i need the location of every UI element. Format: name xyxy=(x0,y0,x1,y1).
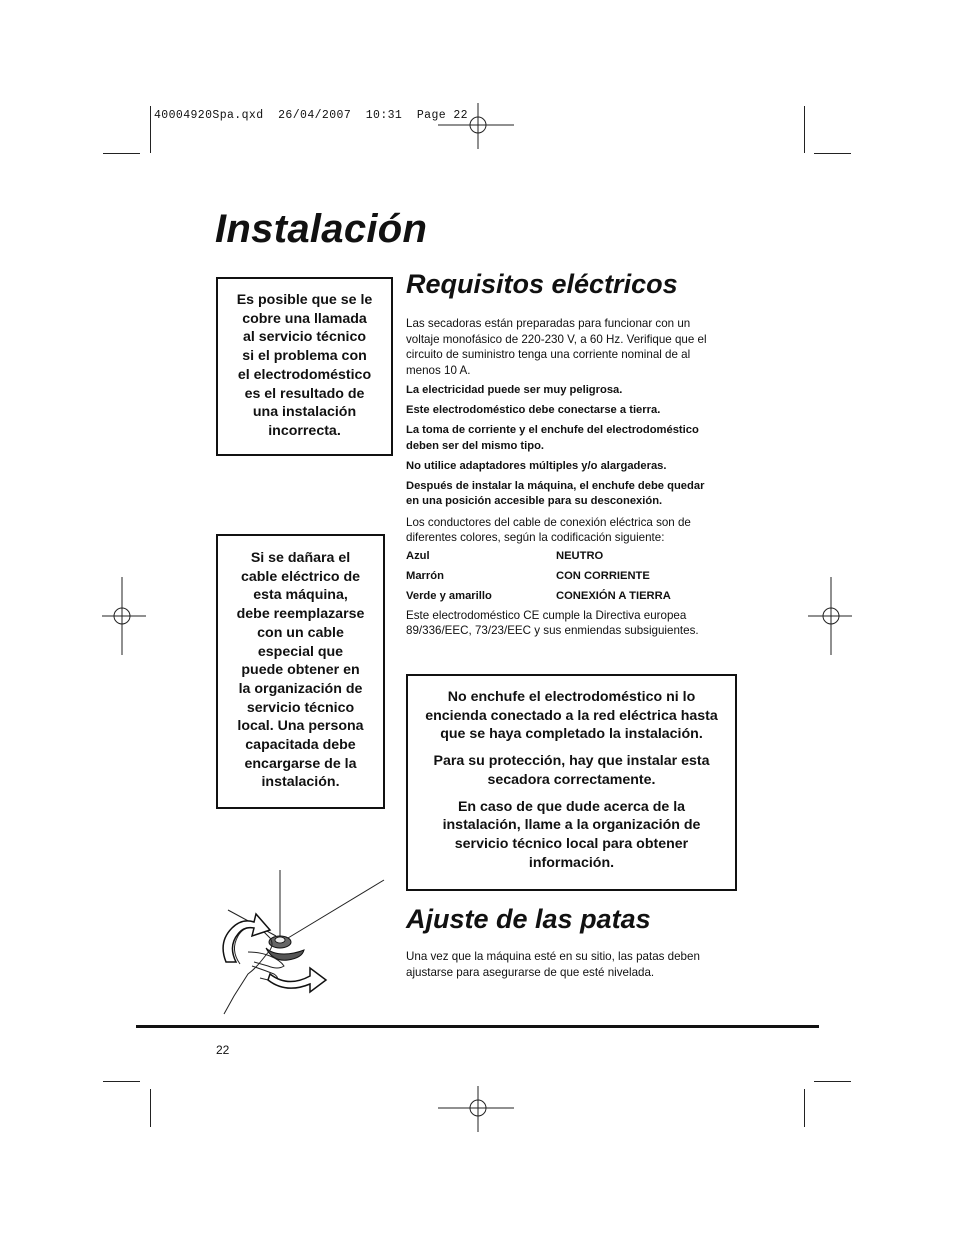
warning-line: incorrecta. xyxy=(268,422,341,439)
earthing-warning: Este electrodoméstico debe conectarse a tierra. xyxy=(406,403,661,416)
crop-mark xyxy=(814,1081,851,1082)
crop-mark xyxy=(150,106,151,153)
section-heading-feet: Ajuste de las patas xyxy=(406,904,651,934)
warning-line: al servicio técnico xyxy=(242,329,367,346)
text-line: 89/336/EEC, 73/23/EEC y sus enmiendas subsiguientes. xyxy=(406,624,699,638)
warning-line: debe reemplazarse xyxy=(236,606,365,623)
text-line: secadora correctamente. xyxy=(487,771,656,788)
text-line: Las secadoras están preparadas para funcionar con un xyxy=(406,317,691,330)
electrical-section xyxy=(406,269,756,643)
wire-color: Verde y amarillo xyxy=(406,589,492,602)
text-line: circuito de suministro tenga una corriente nominal de al xyxy=(406,348,691,362)
footer-rule xyxy=(136,1025,819,1028)
text-line: voltaje monofásico de 220-230 V, a 60 Hz. Verifique que el xyxy=(406,332,707,346)
directive-paragraph xyxy=(406,608,756,639)
page-number: 22 xyxy=(216,1043,230,1057)
wire-color: Azul xyxy=(406,549,430,562)
text-line: que se haya completado la instalación. xyxy=(440,726,703,743)
crop-mark xyxy=(814,153,851,154)
warning-line: cobre una llamada xyxy=(242,310,367,327)
plug-type-warning xyxy=(406,423,756,454)
text-line: No enchufe el electrodoméstico ni lo xyxy=(447,689,696,705)
crop-mark xyxy=(804,106,805,153)
color-code-row xyxy=(406,589,756,605)
feet-paragraph xyxy=(406,949,756,980)
crop-mark xyxy=(804,1089,805,1127)
registration-mark-icon xyxy=(438,1086,516,1132)
crop-mark xyxy=(103,153,140,154)
warning-line: especial que xyxy=(257,643,344,660)
wire-meaning: CONEXIÓN A TIERRA xyxy=(556,589,671,602)
accessible-plug-warning xyxy=(406,479,756,510)
section-heading-electrical: Requisitos eléctricos xyxy=(406,269,678,299)
text-line: ajustarse para asegurarse de que esté nivelada. xyxy=(406,965,655,979)
warning-line: instalación. xyxy=(261,774,340,791)
text-line: Para su protección, hay que instalar esta xyxy=(433,753,710,770)
warning-line: Es posible que se le xyxy=(236,292,373,308)
warning-line: servicio técnico xyxy=(246,699,355,716)
text-line: Una vez que la máquina esté en su sitio, las patas deben xyxy=(406,950,700,963)
adapter-warning: No utilice adaptadores múltiples y/o alargaderas. xyxy=(406,459,667,472)
wire-meaning: NEUTRO xyxy=(556,549,604,562)
text-line: La toma de corriente y el enchufe del electrodoméstico xyxy=(406,424,699,437)
warning-line: la organización de xyxy=(238,680,363,697)
warning-line: Si se dañara el xyxy=(250,550,351,566)
color-code-row xyxy=(406,549,756,565)
text-line: deben ser del mismo tipo. xyxy=(406,439,545,452)
text-line: Después de instalar la máquina, el enchufe debe quedar xyxy=(406,479,705,492)
intro-paragraph xyxy=(406,316,756,378)
warning-line: local. Una persona xyxy=(237,718,364,735)
warning-box-cable xyxy=(216,534,385,809)
notice-paragraph xyxy=(434,752,710,789)
text-line: menos 10 A. xyxy=(406,363,471,377)
page-title: Instalación xyxy=(215,207,428,251)
foot-adjustment-illustration-icon xyxy=(218,866,388,1016)
warning-line: cable eléctrico de xyxy=(240,568,361,585)
notice-paragraph xyxy=(425,688,718,744)
feet-body xyxy=(406,949,756,980)
text-line: instalación, llame a la organización de xyxy=(442,817,701,834)
text-line: servicio técnico local para obtener xyxy=(454,835,689,852)
registration-mark-icon xyxy=(102,577,146,655)
warning-line: el electrodoméstico xyxy=(237,366,372,383)
warning-line: encargarse de la xyxy=(244,755,357,772)
text-line: En caso de que dude acerca de la xyxy=(457,798,686,815)
wire-meaning: CON CORRIENTE xyxy=(556,569,650,582)
warning-line: esta máquina, xyxy=(253,587,348,604)
text-line: encienda conectado a la red eléctrica hasta xyxy=(425,707,718,724)
crop-mark xyxy=(103,1081,140,1082)
color-code-row xyxy=(406,569,756,585)
text-line: Los conductores del cable de conexión eléctrica son de xyxy=(406,515,691,529)
warning-line: capacitada debe xyxy=(245,737,356,754)
text-line: en una posición accesible para su desconexión. xyxy=(406,495,663,508)
print-slug: 40004920Spa.qxd 26/04/2007 10:31 Page 22 xyxy=(154,109,468,122)
crop-mark xyxy=(150,1089,151,1127)
registration-mark-icon xyxy=(808,577,854,655)
electrical-body xyxy=(406,316,756,639)
warning-line: puede obtener en xyxy=(241,662,360,679)
text-line: información. xyxy=(528,854,615,871)
warning-line: con un cable xyxy=(257,624,344,641)
warning-line: una instalación xyxy=(252,404,357,421)
text-line: diferentes colores, según la codificación siguiente: xyxy=(406,531,665,545)
warning-line: es el resultado de xyxy=(244,385,365,402)
conductors-paragraph xyxy=(406,515,756,546)
notice-paragraph xyxy=(443,798,701,873)
wire-color: Marrón xyxy=(406,569,444,582)
notice-box xyxy=(406,674,737,891)
text-line: Este electrodoméstico CE cumple la Directiva europea xyxy=(406,608,687,622)
danger-warning: La electricidad puede ser muy peligrosa. xyxy=(406,383,623,396)
warning-box-service-call xyxy=(216,277,393,456)
warning-line: si el problema con xyxy=(242,348,367,365)
feet-section xyxy=(406,904,756,985)
